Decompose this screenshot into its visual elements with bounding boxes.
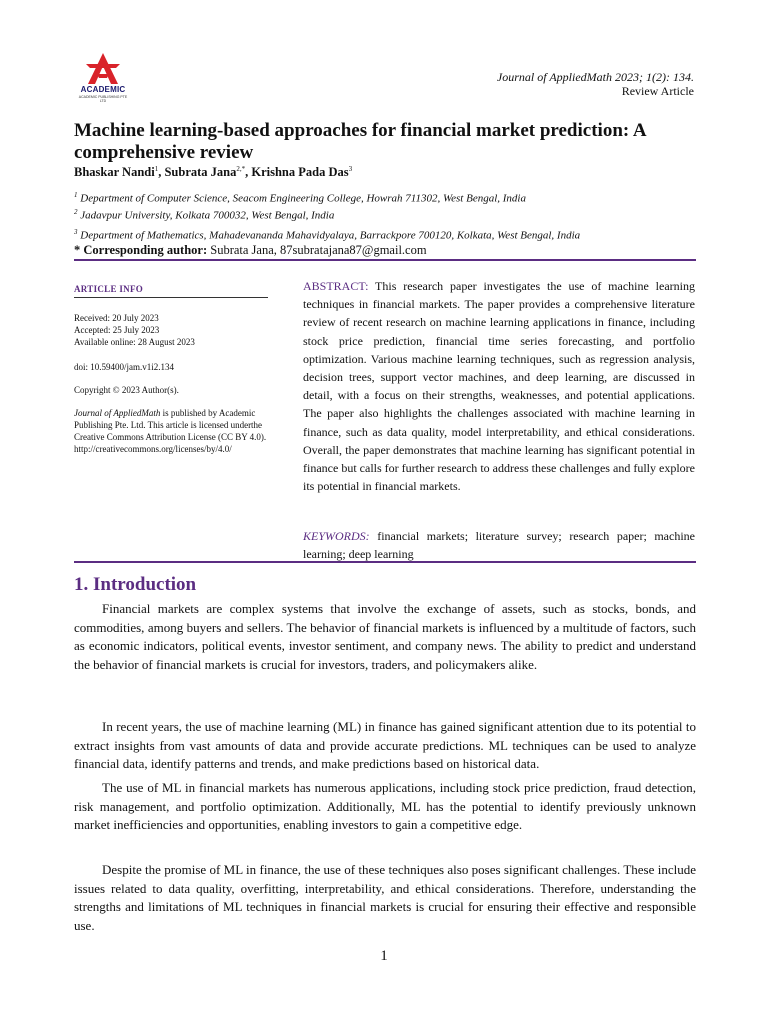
divider [74,297,268,298]
license-notice [74,407,270,455]
abstract-label: ABSTRACT: [303,279,369,293]
online-date: Available online: 28 August 2023 [74,337,195,347]
logo-subtext: ACADEMIC PUBLISHING PTE LTD [78,95,128,103]
article-type: Review Article [621,84,694,98]
affiliation-text: Jadavpur University, Kolkata 700032, West Bengal, India [80,209,335,222]
affiliation [74,208,334,222]
affiliation-text: Department of Computer Science, Seacom Engineering College, Howrah 711302, West Bengal, India [80,192,526,205]
paragraph: In recent years, the use of machine learning (ML) in finance has gained significant attention due to its potential to extract insights from vast amounts of data and provide accurate predictions. ML techniques can be used to analyze financial data, identify patterns and trends, and make predictions based on historical data. [74,719,696,771]
divider [74,561,696,563]
author-affiliation-mark: 1 [154,165,159,173]
author-list: Bhaskar Nandi$^1$, Subrata Jana$^{2,*}$, Krishna Pada Das$^3$ [74,165,353,180]
doi[interactable]: doi: 10.59400/jam.v1i2.134 [74,362,174,372]
author-name: Krishna Pada Das [251,165,349,180]
divider [74,259,696,261]
article-info-heading: ARTICLE INFO [74,284,144,294]
academic-logo-icon [84,52,122,86]
accepted-date: Accepted: 25 July 2023 [74,325,160,335]
affiliation [74,228,580,242]
corresponding-author [74,243,427,258]
keywords [303,527,695,563]
keywords-text: financial markets; literature survey; research paper; machine learning; deep learning [303,529,695,561]
article-dates [74,312,270,348]
author-affiliation-mark: 3 [348,165,353,173]
author-name: Subrata Jana [164,165,237,180]
keywords-label: KEYWORDS: [303,529,370,543]
journal-name: Journal of AppliedMath [74,408,161,418]
journal-citation: Journal of AppliedMath 2023; 1(2): 134. [496,70,694,84]
corresponding-email[interactable]: Subrata Jana, 87subratajana87@gmail.com [210,243,427,257]
affiliation [74,191,526,205]
corresponding-label: * Corresponding author: [74,243,208,257]
paragraph: Financial markets are complex systems that involve the exchange of assets, such as stocks, bonds, and commodities, among buyers and sellers. The behavior of financial markets is influenced by a multitude of factors, such as economic indicators, political events, investor sentiment, and company news. The ability to predict and understand the behavior of financial markets is crucial for investors, traders, and policymakers alike. [74,601,696,672]
paper-title: Machine learning-based approaches for financial market prediction: A comprehensive review [74,120,646,163]
logo-name: ACADEMIC [80,85,126,94]
section-heading: 1. Introduction [74,574,197,595]
affiliation-mark: 3 [74,228,78,236]
paragraph: The use of ML in financial markets has numerous applications, including stock price prediction, fraud detection, risk management, and portfolio optimization. Additionally, ML has the potential to identify previously unknown market inefficiencies and opportunities, enabling investors to gain a competitive edge. [74,780,696,832]
author-affiliation-mark: 2,* [236,165,246,173]
affiliation-mark: 1 [74,191,78,199]
paragraph: Despite the promise of ML in finance, the use of these techniques also poses significant challenges. These include issues related to data quality, overfitting, interpretability, and ethical considerations. Therefore, understanding the strengths and limitations of ML techniques in financial markets is crucial for ensuring their effective and responsible use. [74,862,696,933]
academic-logo [76,52,130,104]
page-number: 1 [380,948,388,964]
author-name: Bhaskar Nandi [74,165,155,180]
affiliation-mark: 2 [74,208,78,216]
received-date: Received: 20 July 2023 [74,313,159,323]
abstract [303,277,695,495]
affiliation-text: Department of Mathematics, Mahadevananda Mahavidyalaya, Barrackpore 700120, Kolkata, West Bengal, India [80,229,581,242]
abstract-text: This research paper investigates the use of machine learning techniques in financial markets. The paper provides a comprehensive literature review of recent research on machine learning applications in finance, including stock price prediction, financial time series forecasting, and portfolio optimization. Various machine learning techniques, such as regression analysis, decision trees, support vector machines, and deep learning, are discussed in detail, with a focus on their strengths, weaknesses, and potential applications. The paper also highlights the challenges associated with machine learning in finance, such as data quality, model interpretability, and ethical considerations. Overall, the paper demonstrates that machine learning has significant potential in finance but calls for further research to address these challenges and fully explore its potential in financial markets. [303,279,695,494]
copyright: Copyright © 2023 Author(s). [74,385,179,395]
license-text: is published by Academic Publishing Pte. Ltd. This article is licensed underthe Creative Commons Attribution License (CC BY 4.0). http://creativecommons.org/licenses/by/4.0/ [74,408,267,454]
